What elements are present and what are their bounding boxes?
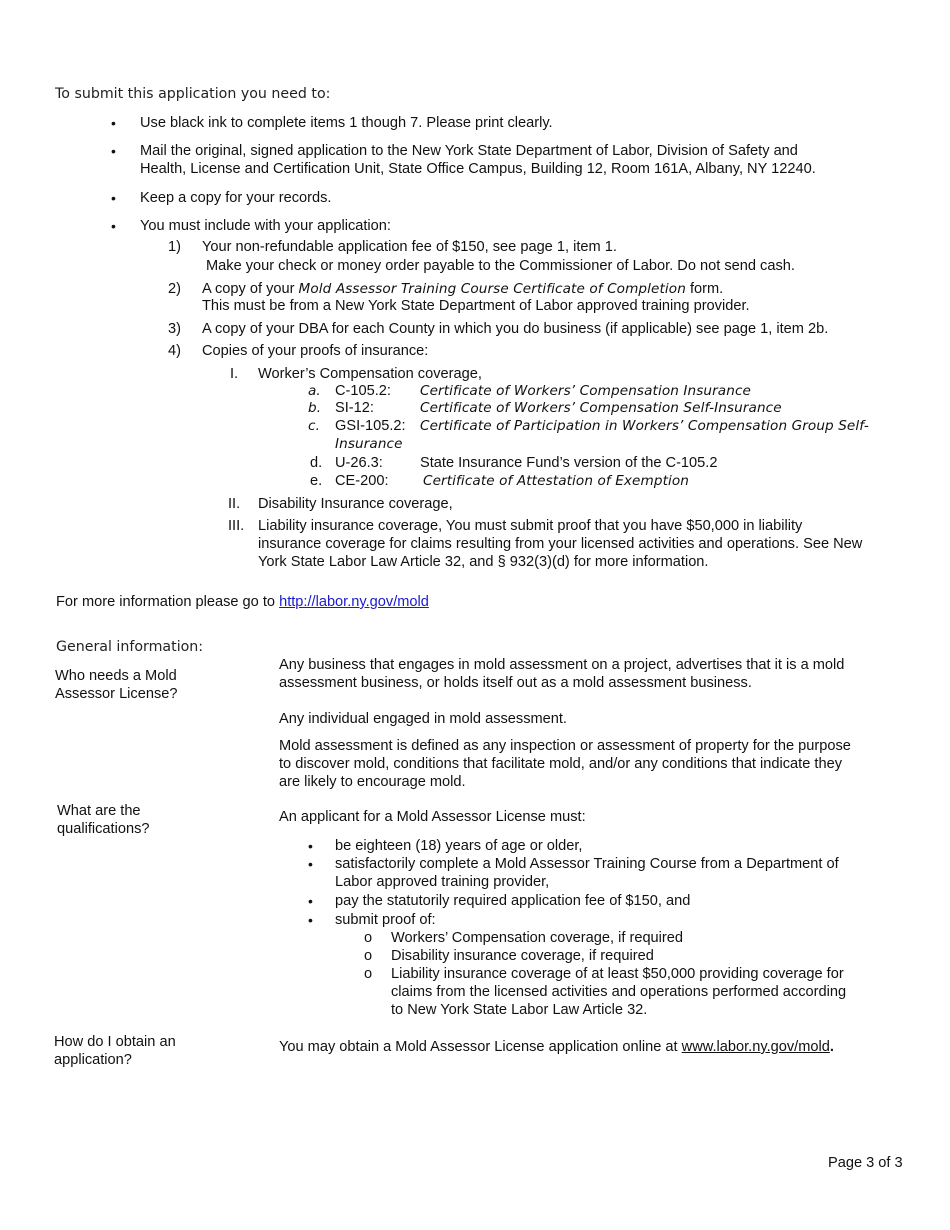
qualification-course-line2: Labor approved training provider, <box>335 874 550 890</box>
answer-individual: Any individual engaged in mold assessment. <box>279 711 567 727</box>
liability-line2: insurance coverage for claims resulting from your licensed activities and operations. See New <box>258 536 863 552</box>
bullet-glyph: • <box>111 190 116 206</box>
sub-bullet-glyph: o <box>364 966 373 982</box>
instruction-include: You must include with your application: <box>140 218 391 234</box>
question-label-line1: How do I obtain an <box>54 1034 176 1050</box>
subitem-code: U-26.3: <box>335 455 383 471</box>
disability-heading: Disability Insurance coverage, <box>258 496 453 512</box>
item4-insurance: Copies of your proofs of insurance: <box>202 343 429 359</box>
page-number: Page 3 of 3 <box>828 1155 903 1171</box>
item3-dba: A copy of your DBA for each County in which you do business (if applicable) see page 1, item 2b. <box>202 321 829 337</box>
proof-liability-line2: claims from the licensed activities and operations performed according <box>391 984 847 1000</box>
roman-numeral: II. <box>228 496 241 512</box>
bullet-glyph: • <box>308 912 313 928</box>
application-link[interactable]: www.labor.ny.gov/mold <box>681 1039 830 1055</box>
answer-business-line2: assessment business, or holds itself out as a mold assessment business. <box>279 675 752 691</box>
subitem-description-cont: Insurance <box>335 436 403 452</box>
instruction-mail-line2: Health, License and Certification Unit, State Office Campus, Building 12, Room 161A, Albany, NY 12240. <box>140 161 816 177</box>
roman-numeral: III. <box>228 518 245 534</box>
item1-fee-line1: Your non-refundable application fee of $150, see page 1, item 1. <box>202 239 617 255</box>
more-info: For more information please go to http://labor.ny.gov/mold <box>56 594 429 610</box>
question-label-line2: Assessor License? <box>55 686 178 702</box>
bullet-glyph: • <box>111 115 116 131</box>
sub-bullet-glyph: o <box>364 948 373 964</box>
bullet-glyph: • <box>308 856 313 872</box>
liability-line3: York State Labor Law Article 32, and § 932(3)(d) for more information. <box>258 554 709 570</box>
instruction-black-ink: Use black ink to complete items 1 though 7. Please print clearly. <box>140 115 553 131</box>
item2-certificate-line1: A copy of your Mold Assessor Training Course Certificate of Completion form. <box>202 281 724 297</box>
qualifications-intro: An applicant for a Mold Assessor License must: <box>279 809 586 825</box>
workers-comp-heading: Worker’s Compensation coverage, <box>258 366 482 382</box>
general-heading: General information: <box>56 639 204 655</box>
definition-line3: are likely to encourage mold. <box>279 774 466 790</box>
roman-numeral: I. <box>230 366 239 382</box>
mold-info-link[interactable]: http://labor.ny.gov/mold <box>279 594 429 610</box>
proof-liability-line1: Liability insurance coverage of at least $50,000 providing coverage for <box>391 966 844 982</box>
item-number: 2) <box>168 281 181 297</box>
answer-business-line1: Any business that engages in mold assessment on a project, advertises that it is a mold <box>279 657 845 673</box>
sub-bullet-glyph: o <box>364 930 373 946</box>
item-number: 1) <box>168 239 181 255</box>
bullet-glyph: • <box>111 143 116 159</box>
subitem-code: SI-12: <box>335 400 374 416</box>
qualification-proof: submit proof of: <box>335 912 436 928</box>
instruction-mail-line1: Mail the original, signed application to the New York State Department of Labor, Division of Safety and <box>140 143 798 159</box>
subitem-letter: e. <box>310 473 323 489</box>
subitem-description: Certificate of Workers’ Compensation Self-Insurance <box>420 400 782 416</box>
obtain-application: You may obtain a Mold Assessor License application online at www.labor.ny.gov/mold. <box>279 1039 834 1055</box>
item-number: 4) <box>168 343 181 359</box>
subitem-letter: a. <box>308 383 321 399</box>
definition-line1: Mold assessment is defined as any inspection or assessment of property for the purpose <box>279 738 851 754</box>
subitem-letter: c. <box>308 418 320 434</box>
subitem-description: State Insurance Fund’s version of the C-105.2 <box>420 455 718 471</box>
question-label-line1: Who needs a Mold <box>55 668 177 684</box>
subitem-letter: d. <box>310 455 323 471</box>
subitem-code: GSI-105.2: <box>335 418 406 434</box>
item1-fee-line2: Make your check or money order payable to the Commissioner of Labor. Do not send cash. <box>206 258 795 274</box>
proof-liability-line3: to New York State Labor Law Article 32. <box>391 1002 648 1018</box>
qualification-fee: pay the statutorily required application fee of $150, and <box>335 893 691 909</box>
subitem-code: C-105.2: <box>335 383 391 399</box>
subitem-description: Certificate of Attestation of Exemption <box>423 473 690 489</box>
subitem-letter: b. <box>308 400 322 416</box>
qualification-age: be eighteen (18) years of age or older, <box>335 838 583 854</box>
question-label-line2: qualifications? <box>57 821 150 837</box>
definition-line2: to discover mold, conditions that facilitate mold, and/or any conditions that indicate they <box>279 756 842 772</box>
item-number: 3) <box>168 321 181 337</box>
proof-disability: Disability insurance coverage, if required <box>391 948 654 964</box>
item2-certificate-line2: This must be from a New York State Department of Labor approved training provider. <box>202 298 750 314</box>
qualification-course-line1: satisfactorily complete a Mold Assessor Training Course from a Department of <box>335 856 839 872</box>
instruction-keep-copy: Keep a copy for your records. <box>140 190 332 206</box>
subitem-code: CE-200: <box>335 473 389 489</box>
subitem-description: Certificate of Workers’ Compensation Insurance <box>420 383 751 399</box>
subitem-description: Certificate of Participation in Workers’ Compensation Group Self- <box>420 418 869 434</box>
submit-heading: To submit this application you need to: <box>55 86 331 102</box>
bullet-glyph: • <box>308 893 313 909</box>
question-label-line1: What are the <box>57 803 141 819</box>
liability-line1: Liability insurance coverage, You must submit proof that you have $50,000 in liability <box>258 518 803 534</box>
bullet-glyph: • <box>111 218 116 234</box>
question-label-line2: application? <box>54 1052 132 1068</box>
proof-workers-comp: Workers’ Compensation coverage, if required <box>391 930 684 946</box>
bullet-glyph: • <box>308 838 313 854</box>
